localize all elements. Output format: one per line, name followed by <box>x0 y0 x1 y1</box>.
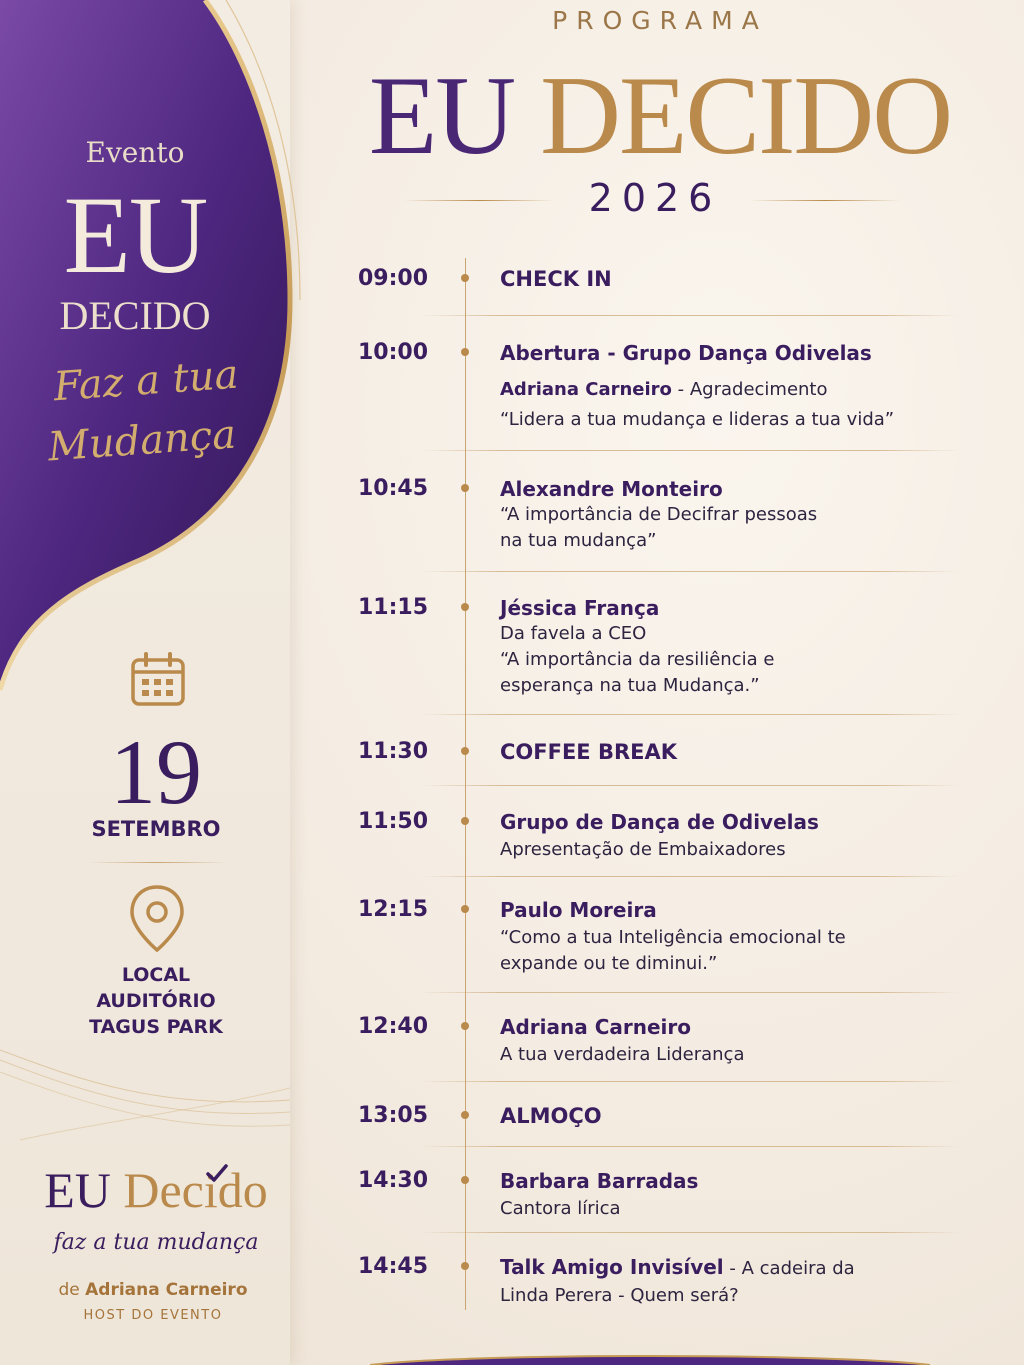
left-decido-title: DECIDO <box>59 293 211 338</box>
schedule-heading: ALMOÇO <box>500 1104 602 1128</box>
left-divider <box>88 862 228 863</box>
schedule-detail: “Como a tua Inteligência emocional te <box>500 927 846 948</box>
row-divider <box>420 315 960 316</box>
location-pin-icon <box>128 884 186 954</box>
tagline-line-1: Faz a tua <box>52 351 240 411</box>
schedule-time: 09:00 <box>358 266 429 291</box>
schedule-detail: expande ou te diminui.” <box>500 953 718 974</box>
checkmark-icon <box>206 1164 228 1184</box>
timeline-dot <box>461 484 469 492</box>
row-divider <box>420 785 960 786</box>
schedule-time: 11:30 <box>358 739 429 764</box>
speaker-name: Adriana Carneiro <box>500 379 672 400</box>
calendar-icon <box>130 652 186 708</box>
speaker-role: - Agradecimento <box>671 379 828 400</box>
title-decido: DECIDO <box>540 54 952 178</box>
schedule-heading: Barbara Barradas <box>500 1169 699 1193</box>
schedule-detail: “Lidera a tua mudança e lideras a tua vida” <box>500 409 895 430</box>
timeline-dot <box>461 1022 469 1030</box>
schedule-time: 12:15 <box>358 897 429 922</box>
schedule-time: 14:30 <box>358 1168 429 1193</box>
timeline-dot <box>461 817 469 825</box>
timeline-dot <box>461 1262 469 1270</box>
schedule-detail: Linda Perera - Quem será? <box>500 1285 739 1306</box>
timeline-dot <box>461 1111 469 1119</box>
schedule-heading: Talk Amigo Invisível <box>500 1255 724 1279</box>
host-role: HOST DO EVENTO <box>83 1308 223 1323</box>
schedule-detail: na tua mudança” <box>500 530 657 551</box>
timeline-dot <box>461 348 469 356</box>
schedule-heading-suffix: - A cadeira da <box>723 1258 855 1279</box>
location-line: AUDITÓRIO <box>96 990 216 1012</box>
schedule-detail: Cantora lírica <box>500 1198 621 1219</box>
event-date-month: SETEMBRO <box>91 817 221 841</box>
schedule-heading: CHECK IN <box>500 267 612 291</box>
row-divider <box>420 571 960 572</box>
schedule-heading: Paulo Moreira <box>500 898 657 922</box>
schedule-heading: Grupo de Dança de Odivelas <box>500 810 819 834</box>
logo-decido: Decido <box>123 1162 268 1218</box>
schedule-time: 11:50 <box>358 809 429 834</box>
year-divider-right <box>750 200 900 201</box>
row-divider <box>420 1146 960 1147</box>
title-eu: EU <box>368 54 515 178</box>
schedule-detail: A tua verdadeira Liderança <box>500 1044 745 1065</box>
timeline-dot <box>461 1176 469 1184</box>
location-line: LOCAL <box>121 964 191 986</box>
logo-wordmark <box>0 1160 312 1220</box>
schedule-heading: Abertura - Grupo Dança Odivelas <box>500 341 872 365</box>
schedule-heading: Adriana Carneiro <box>500 1015 692 1039</box>
decorative-gold-lines <box>0 1040 312 1160</box>
event-date-day: 19 <box>110 721 202 823</box>
schedule-heading: COFFEE BREAK <box>500 740 678 764</box>
evento-label: Evento <box>85 136 185 169</box>
timeline-dot <box>461 905 469 913</box>
schedule-detail: esperança na tua Mudança.” <box>500 675 760 696</box>
programa-label: PROGRAMA <box>552 6 768 35</box>
schedule-heading-line <box>500 1254 970 1282</box>
schedule-time: 11:15 <box>358 595 429 620</box>
timeline-dot <box>461 274 469 282</box>
logo-tagline: faz a tua mudança <box>53 1230 259 1255</box>
row-divider <box>420 450 960 451</box>
timeline-dot <box>461 603 469 611</box>
schedule-time: 14:45 <box>358 1254 429 1279</box>
schedule-time: 13:05 <box>358 1103 429 1128</box>
left-panel <box>0 0 290 1365</box>
schedule-detail: Apresentação de Embaixadores <box>500 839 786 860</box>
schedule-time: 10:00 <box>358 340 429 365</box>
page-title <box>340 56 980 176</box>
host-name: Adriana Carneiro <box>85 1280 248 1300</box>
timeline-dot <box>461 747 469 755</box>
row-divider <box>420 714 960 715</box>
schedule-detail: “A importância da resiliência e <box>500 649 775 670</box>
schedule-time: 10:45 <box>358 476 429 501</box>
schedule-detail: Da favela a CEO <box>500 623 647 644</box>
schedule-time: 12:40 <box>358 1014 429 1039</box>
bottom-decorative-bar <box>370 1347 930 1365</box>
logo-eu: EU <box>44 1162 111 1218</box>
schedule-detail: “A importância de Decifrar pessoas <box>500 504 818 525</box>
row-divider <box>420 876 960 877</box>
schedule-speaker-line <box>500 377 970 403</box>
timeline-line <box>465 258 466 1310</box>
row-divider <box>420 1081 960 1082</box>
year-divider-left <box>404 200 554 201</box>
row-divider <box>420 992 960 993</box>
host-credit <box>0 1280 306 1300</box>
host-prefix: de <box>58 1280 80 1300</box>
event-year: 2026 <box>588 176 722 220</box>
location-line: TAGUS PARK <box>89 1016 223 1038</box>
schedule-heading: Alexandre Monteiro <box>500 477 723 501</box>
schedule-heading: Jéssica França <box>500 596 660 620</box>
left-eu-title: EU <box>63 174 207 296</box>
row-divider <box>420 1232 960 1233</box>
tagline-line-2: Mudança <box>46 411 238 471</box>
